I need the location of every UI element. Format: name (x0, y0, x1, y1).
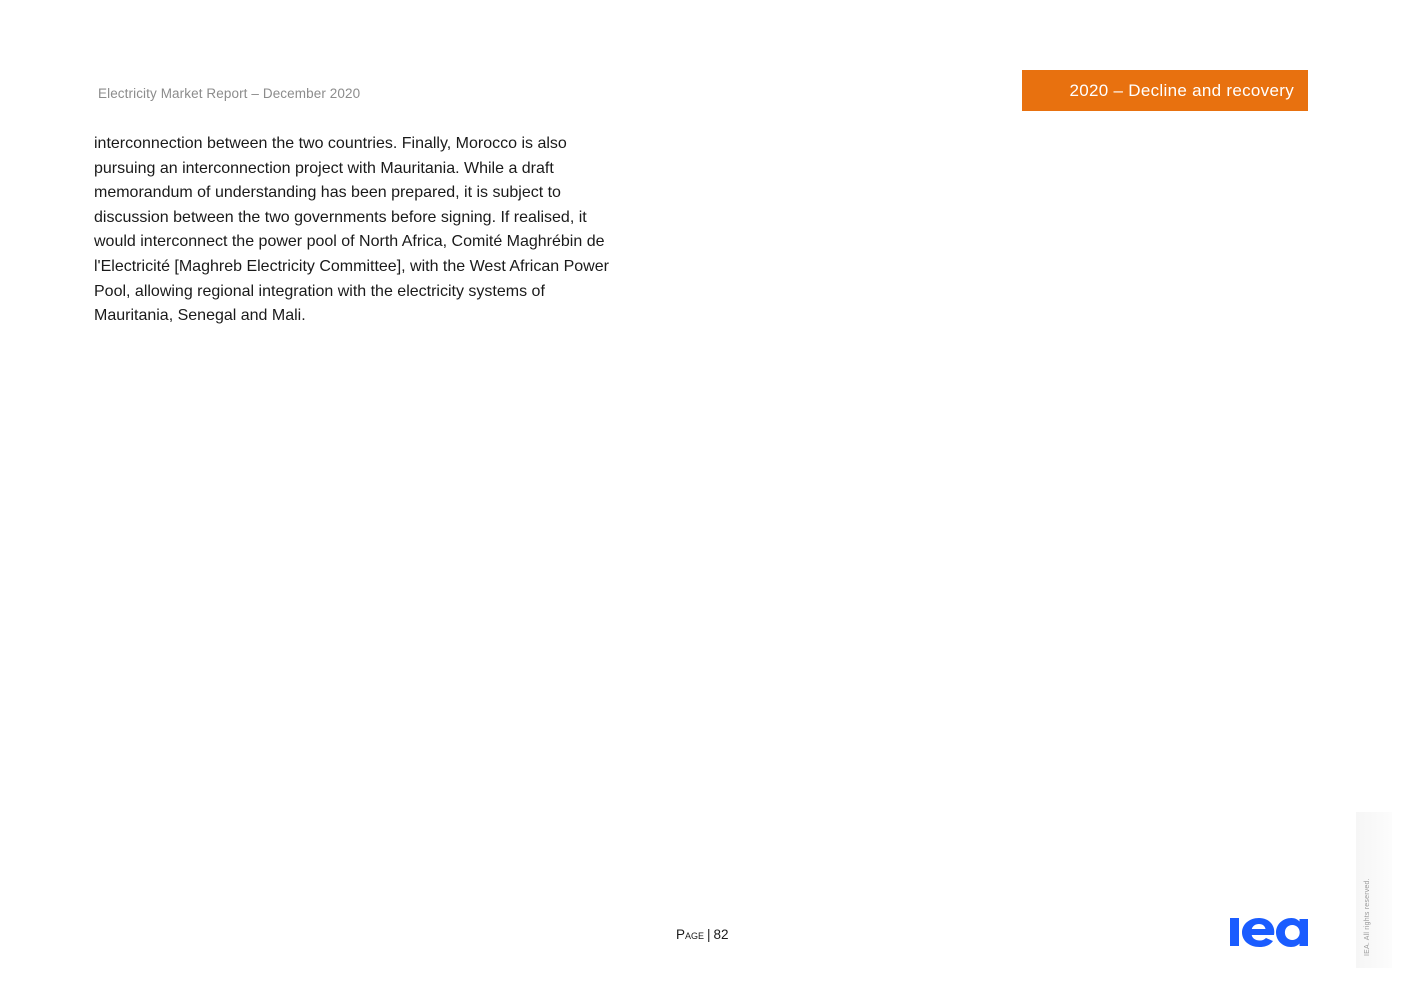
page-label: Page (676, 927, 705, 942)
section-badge-label: 2020 – Decline and recovery (1069, 80, 1294, 100)
body-line: l'Electricité [Maghreb Electricity Committee], with the West African Power (94, 257, 609, 275)
body-line: memorandum of understanding has been prepared, it is subject to (94, 184, 561, 202)
copyright-strip (1356, 812, 1392, 968)
iea-logo (1230, 914, 1308, 950)
body-line: Pool, allowing regional integration with the electricity systems of (94, 282, 545, 300)
report-title: Electricity Market Report – December 2020 (98, 86, 361, 101)
body-line: pursuing an interconnection project with Mauritania. While a draft (94, 159, 554, 177)
page-number-value: 82 (713, 927, 729, 942)
page-number (676, 927, 729, 942)
body-line: would interconnect the power pool of North Africa, Comité Maghrébin de (94, 233, 605, 251)
section-badge (1022, 70, 1308, 111)
body-line: Mauritania, Senegal and Mali. (94, 307, 306, 325)
body-line: discussion between the two governments before signing. If realised, it (94, 208, 587, 226)
copyright-notice: IEA. All rights reserved. (1364, 878, 1371, 956)
body-line: interconnection between the two countries. Finally, Morocco is also (94, 135, 567, 152)
body-paragraph (94, 132, 684, 329)
page-separator: | (707, 927, 711, 942)
